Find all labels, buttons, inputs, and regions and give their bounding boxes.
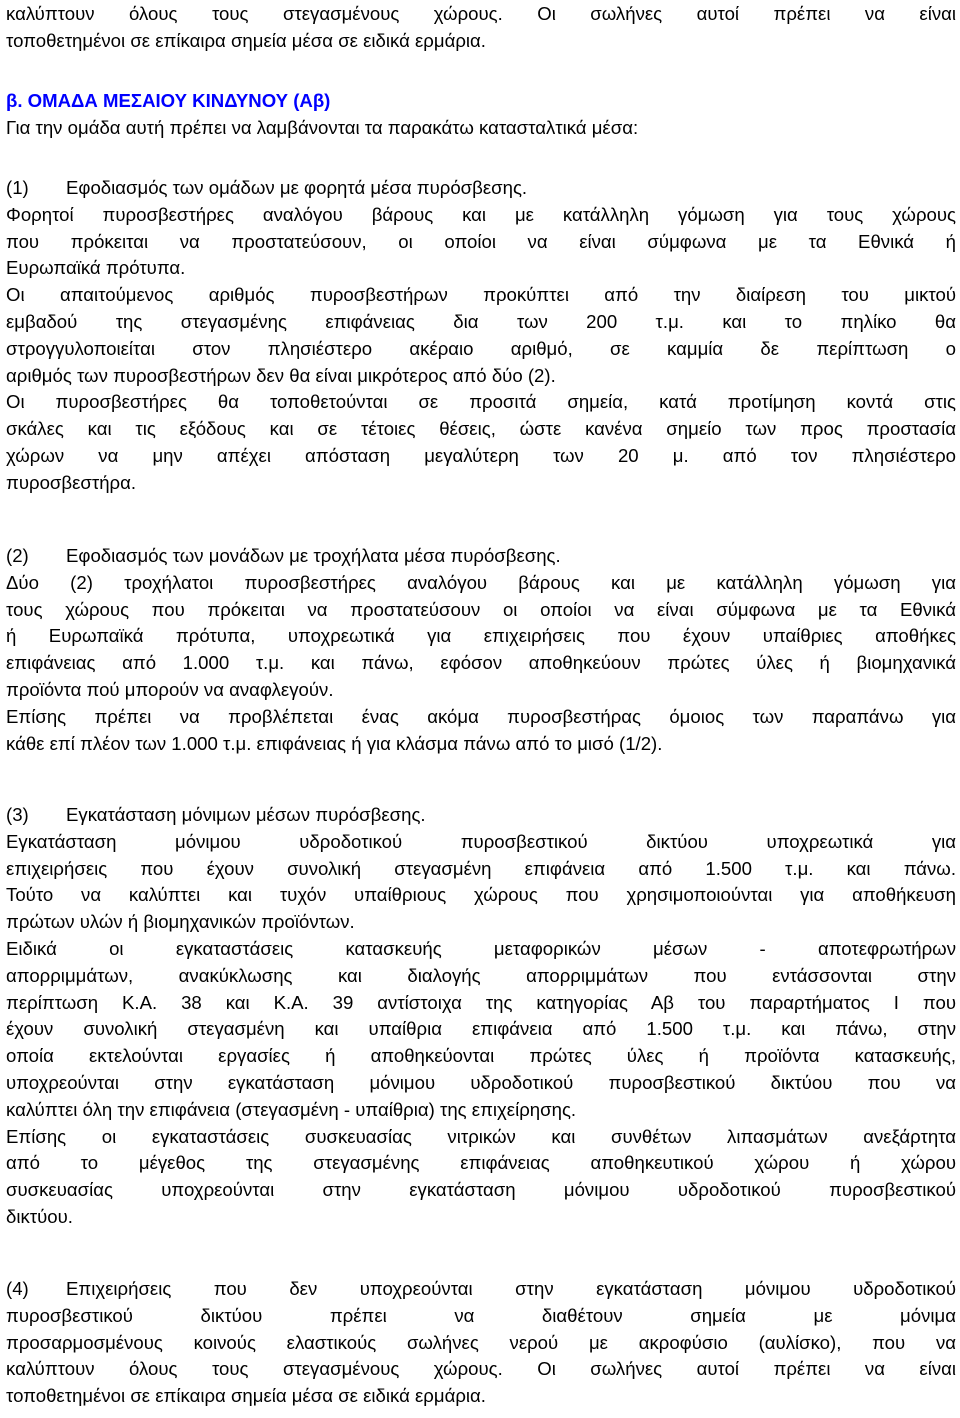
text-line: προσαρμοσμένους κοινούς ελαστικούς σωλήνες νερού με ακροφύσιο (αυλίσκο), που να [6,1331,956,1353]
item-1 [6,175,956,497]
text-line: στρογγυλοποιείται στον πλησιέστερο ακέραιο αριθμό, σε καμμία δε περίπτωση ο [6,337,956,359]
text-line: περίπτωση Κ.Α. 38 και Κ.Α. 39 αντίστοιχα της κατηγορίας Αβ του παραρτήματος Ι που [6,991,956,1013]
text-line: από το μέγεθος της στεγασμένης επιφάνειας αποθηκευτικού χώρου ή χώρου [6,1152,956,1174]
text-line: Δύο (2) τροχήλατοι πυροσβεστήρες αναλόγου βάρους και με κατάλληλη γόμωση για [6,571,956,593]
text-line: προϊόντα πού μπορούν να αναφλεγούν. [6,678,334,700]
text-line: έχουν συνολική στεγασμένη και υπαίθρια επιφάνεια από 1.500 τ.μ. και πάνω, στην [6,1018,956,1040]
item-title-row [6,543,956,570]
text-line: συσκευασίας υποχρεούνται στην εγκατάσταση μόνιμου υδροδοτικού πυροσβεστικού [6,1179,956,1201]
text-line: τοποθετημένοι σε επίκαιρα σημεία μέσα σε ειδικά ερμάρια. [6,29,486,51]
section-heading: β. ΟΜΑΔΑ ΜΕΣΑΙΟΥ ΚΙΝΔΥΝΟΥ (Αβ) [6,90,331,111]
text-line: Οι απαιτούμενος αριθμός πυροσβεστήρων προκύπτει από την διαίρεση του μικτού [6,284,956,306]
text-line: πρώτων υλών ή βιομηχανικών προϊόντων. [6,911,355,933]
text-line: Εγκατάσταση μόνιμου υδροδοτικού πυροσβεστικού δικτύου υποχρεωτικά για [6,830,956,852]
item-title-row [6,802,956,829]
text-line: δικτύου. [6,1205,73,1227]
text-line: πυροσβεστικού δικτύου πρέπει να διαθέτουν σημεία με μόνιμα [6,1304,956,1326]
item-title-row [6,1276,956,1303]
text-line: Τούτο να καλύπτει και τυχόν υπαίθριους χώρους που χρησιμοποιούνται για αποθήκευση [6,884,956,906]
item-title: Εγκατάσταση μόνιμων μέσων πυρόσβεσης. [66,804,426,825]
text-line: καλύπτουν όλους τους στεγασμένους χώρους. Οι σωλήνες αυτοί πρέπει να είναι [6,3,956,24]
item-4 [6,1276,956,1410]
item-2 [6,543,956,757]
text-line: Φορητοί πυροσβεστήρες αναλόγου βάρους και με κατάλληλη γόμωση για τους χώρους [6,203,956,225]
text-line: που πρόκειται να προστατεύσουν, οι οποίοι να είναι σύμφωνα με τα Εθνικά ή [6,230,956,252]
section-lead: Για την ομάδα αυτή πρέπει να λαμβάνονται τα παρακάτω κατασταλτικά μέσα: [6,116,639,138]
text-line: απορριμμάτων, ανακύκλωσης και διαλογής απορριμμάτων που εντάσσονται στην [6,964,956,986]
text-line: αριθμός των πυροσβεστήρων δεν θα είναι μικρότερος από δύο (2). [6,364,556,386]
text-line: χώρων να μην απέχει απόσταση μεγαλύτερη των 20 μ. από τον πλησιέστερο [6,444,956,466]
text-line: επιφάνειας από 1.000 τ.μ. και πάνω, εφόσον αποθηκεύουν πρώτες ύλες ή βιομηχανικά [6,652,956,674]
text-line: κάθε επί πλέον των 1.000 τ.μ. επιφάνειας ή για κλάσμα πάνω από το μισό (1/2). [6,732,663,754]
intro-paragraph [6,1,956,55]
item-title: Εφοδιασμός των μονάδων με τροχήλατα μέσα πυρόσβεσης. [66,545,561,566]
text-line: ή Ευρωπαϊκά πρότυπα, υποχρεωτικά για επιχειρήσεις που έχουν υπαίθριες αποθήκες [6,625,956,647]
text-line: εμβαδού της στεγασμένης επιφάνειας δια των 200 τ.μ. και το πηλίκο θα [6,310,956,332]
text-line: τοποθετημένοι σε επίκαιρα σημεία μέσα σε ειδικά ερμάρια. [6,1385,486,1407]
text-line: σκάλες και τις εξόδους και σε τέτοιες θέσεις, ώστε κανένα σημείο των προς προστασία [6,418,956,440]
text-line: Επίσης οι εγκαταστάσεις συσκευασίας νιτρικών και συνθέτων λιπασμάτων ανεξάρτητα [6,1125,956,1147]
text-line: πυροσβεστήρα. [6,471,137,493]
text-line: καλύπτουν όλους τους στεγασμένους χώρους. Οι σωλήνες αυτοί πρέπει να είναι [6,1358,956,1380]
item-number: (3) [6,804,29,825]
item-title-row [6,175,956,202]
text-line: Επίσης πρέπει να προβλέπεται ένας ακόμα πυροσβεστήρας όμοιος των παραπάνω για [6,705,956,727]
text-line: οποία εκτελούνται εργασίες ή αποθηκεύονται πρώτες ύλες ή προϊόντα κατασκευής, [6,1045,956,1067]
item-title: Επιχειρήσεις που δεν υποχρεούνται στην εγκατάσταση μόνιμου υδροδοτικού [66,1278,956,1299]
text-line: Ειδικά οι εγκαταστάσεις κατασκευής μεταφορικών μέσων - αποτεφρωτήρων [6,937,956,959]
item-number: (1) [6,177,29,198]
item-3 [6,802,956,1231]
item-number: (2) [6,545,29,566]
item-number: (4) [6,1278,29,1299]
text-line: Ευρωπαϊκά πρότυπα. [6,257,186,279]
text-line: τους χώρους που πρόκειται να προστατεύσουν οι οποίοι να είναι σύμφωνα με τα Εθνικά [6,598,956,620]
text-line: επιχειρήσεις που έχουν συνολική στεγασμένη επιφάνεια από 1.500 τ.μ. και πάνω. [6,857,956,879]
section-b [6,88,956,142]
text-line: Οι πυροσβεστήρες θα τοποθετούνται σε προσιτά σημεία, κατά προτίμηση κοντά στις [6,391,956,413]
item-title: Εφοδιασμός των ομάδων με φορητά μέσα πυρόσβεσης. [66,177,528,198]
text-line: καλύπτει όλη την επιφάνεια (στεγασμένη - υπαίθρια) της επιχείρησης. [6,1098,577,1120]
text-line: υποχρεούνται στην εγκατάσταση μόνιμου υδροδοτικού πυροσβεστικού δικτύου που να [6,1071,956,1093]
